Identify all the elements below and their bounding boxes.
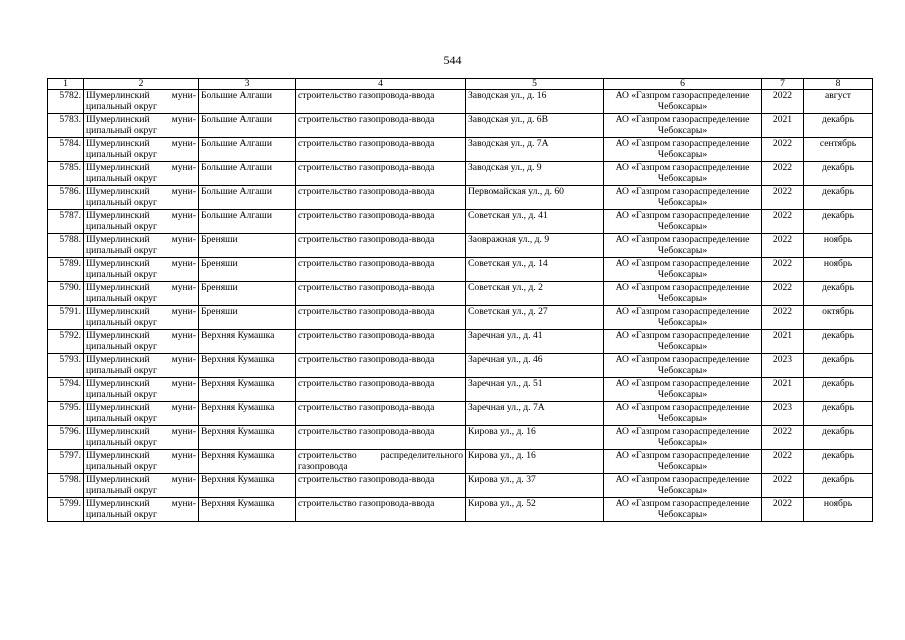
municipality-line-2: ципальный округ	[86, 437, 157, 448]
page-number: 544	[443, 53, 462, 67]
year-cell: 2022	[762, 234, 804, 258]
municipality-cell	[84, 330, 199, 354]
table-row	[48, 330, 873, 354]
work-type-line-1: строительство газопровода-ввода	[298, 186, 435, 197]
work-type-line-1: строительство газопровода-ввода	[298, 162, 435, 173]
work-type-cell	[296, 306, 466, 330]
municipality-line-2: ципальный округ	[86, 125, 157, 136]
year-cell: 2022	[762, 258, 804, 282]
month-cell: ноябрь	[804, 498, 873, 522]
year-cell: 2022	[762, 90, 804, 114]
address-cell: Советская ул., д. 2	[466, 282, 604, 306]
municipality-cell	[84, 210, 199, 234]
organization-cell	[604, 378, 762, 402]
row-number: 5793.	[48, 354, 84, 378]
month-cell: декабрь	[804, 162, 873, 186]
organization-line-1: АО «Газпром газораспределение	[615, 186, 750, 197]
address-cell: Кирова ул., д. 16	[466, 450, 604, 474]
organization-line-1: АО «Газпром газораспределение	[615, 474, 750, 485]
municipality-line-1: Шумерлинский муни-	[86, 234, 196, 245]
settlement-cell: Верхняя Кумашка	[199, 402, 296, 426]
year-cell: 2022	[762, 186, 804, 210]
row-number: 5789.	[48, 258, 84, 282]
work-type-line-1: строительство газопровода-ввода	[298, 330, 435, 341]
header-cell: 3	[199, 79, 296, 90]
work-type-line-1: строительство газопровода-ввода	[298, 282, 435, 293]
organization-line-1: АО «Газпром газораспределение	[615, 162, 750, 173]
organization-line-1: АО «Газпром газораспределение	[615, 378, 750, 389]
municipality-line-1: Шумерлинский муни-	[86, 498, 196, 509]
row-number: 5787.	[48, 210, 84, 234]
work-type-line-1: строительство газопровода-ввода	[298, 378, 435, 389]
month-cell: декабрь	[804, 282, 873, 306]
municipality-cell	[84, 258, 199, 282]
settlement-cell: Верхняя Кумашка	[199, 474, 296, 498]
month-cell: декабрь	[804, 186, 873, 210]
work-type-cell	[296, 90, 466, 114]
month-cell: ноябрь	[804, 234, 873, 258]
municipality-line-1: Шумерлинский муни-	[86, 138, 196, 149]
settlement-cell: Верхняя Кумашка	[199, 378, 296, 402]
work-type-cell	[296, 258, 466, 282]
work-type-cell	[296, 402, 466, 426]
municipality-line-2: ципальный округ	[86, 101, 157, 112]
address-cell: Кирова ул., д. 37	[466, 474, 604, 498]
organization-line-1: АО «Газпром газораспределение	[615, 354, 750, 365]
month-cell: октябрь	[804, 306, 873, 330]
header-cell: 7	[762, 79, 804, 90]
table-row	[48, 210, 873, 234]
work-type-line-1: строительство распределительного	[298, 450, 463, 461]
row-number: 5783.	[48, 114, 84, 138]
address-cell: Заречная ул., д. 41	[466, 330, 604, 354]
organization-line-2: Чебоксары»	[657, 413, 708, 424]
organization-line-1: АО «Газпром газораспределение	[615, 210, 750, 221]
organization-cell	[604, 498, 762, 522]
address-cell: Заводская ул., д. 7А	[466, 138, 604, 162]
municipality-line-1: Шумерлинский муни-	[86, 474, 196, 485]
work-type-line-1: строительство газопровода-ввода	[298, 258, 435, 269]
municipality-line-2: ципальный округ	[86, 317, 157, 328]
municipality-line-1: Шумерлинский муни-	[86, 90, 196, 101]
table-body	[48, 90, 873, 522]
municipality-line-2: ципальный округ	[86, 461, 157, 472]
year-cell: 2023	[762, 402, 804, 426]
header-cell: 4	[296, 79, 466, 90]
row-number: 5786.	[48, 186, 84, 210]
table-row	[48, 378, 873, 402]
municipality-line-2: ципальный округ	[86, 365, 157, 376]
municipality-cell	[84, 498, 199, 522]
table-row	[48, 474, 873, 498]
municipality-cell	[84, 162, 199, 186]
organization-line-1: АО «Газпром газораспределение	[615, 330, 750, 341]
municipality-line-2: ципальный округ	[86, 293, 157, 304]
municipality-cell	[84, 234, 199, 258]
organization-line-1: АО «Газпром газораспределение	[615, 306, 750, 317]
row-number: 5788.	[48, 234, 84, 258]
organization-cell	[604, 90, 762, 114]
month-cell: декабрь	[804, 474, 873, 498]
year-cell: 2021	[762, 114, 804, 138]
organization-line-2: Чебоксары»	[657, 389, 708, 400]
year-cell: 2022	[762, 138, 804, 162]
organization-line-2: Чебоксары»	[657, 101, 708, 112]
work-type-cell	[296, 474, 466, 498]
work-type-cell	[296, 498, 466, 522]
municipality-line-2: ципальный округ	[86, 149, 157, 160]
header-cell: 6	[604, 79, 762, 90]
organization-line-2: Чебоксары»	[657, 173, 708, 184]
municipality-line-1: Шумерлинский муни-	[86, 402, 196, 413]
year-cell: 2022	[762, 210, 804, 234]
municipality-line-1: Шумерлинский муни-	[86, 450, 196, 461]
organization-line-2: Чебоксары»	[657, 485, 708, 496]
address-cell: Советская ул., д. 41	[466, 210, 604, 234]
municipality-line-1: Шумерлинский муни-	[86, 306, 196, 317]
work-type-line-1: строительство газопровода-ввода	[298, 306, 435, 317]
organization-cell	[604, 474, 762, 498]
row-number: 5791.	[48, 306, 84, 330]
municipality-cell	[84, 426, 199, 450]
work-type-cell	[296, 378, 466, 402]
table-row	[48, 138, 873, 162]
work-type-cell	[296, 426, 466, 450]
organization-cell	[604, 114, 762, 138]
work-type-line-1: строительство газопровода-ввода	[298, 498, 435, 509]
organization-cell	[604, 450, 762, 474]
settlement-cell: Бреняши	[199, 306, 296, 330]
organization-line-2: Чебоксары»	[657, 149, 708, 160]
row-number: 5782.	[48, 90, 84, 114]
row-number: 5784.	[48, 138, 84, 162]
work-type-line-1: строительство газопровода-ввода	[298, 426, 435, 437]
organization-line-1: АО «Газпром газораспределение	[615, 498, 750, 509]
year-cell: 2023	[762, 354, 804, 378]
year-cell: 2021	[762, 330, 804, 354]
organization-line-1: АО «Газпром газораспределение	[615, 426, 750, 437]
address-cell: Заводская ул., д. 6В	[466, 114, 604, 138]
year-cell: 2022	[762, 282, 804, 306]
settlement-cell: Верхняя Кумашка	[199, 426, 296, 450]
municipality-cell	[84, 306, 199, 330]
municipality-line-1: Шумерлинский муни-	[86, 354, 196, 365]
municipality-line-1: Шумерлинский муни-	[86, 330, 196, 341]
work-type-cell	[296, 186, 466, 210]
organization-line-2: Чебоксары»	[657, 509, 708, 520]
work-type-cell	[296, 234, 466, 258]
municipality-line-2: ципальный округ	[86, 269, 157, 280]
municipality-line-1: Шумерлинский муни-	[86, 426, 196, 437]
address-cell: Заовражная ул., д. 9	[466, 234, 604, 258]
settlement-cell: Большие Алгаши	[199, 210, 296, 234]
organization-line-2: Чебоксары»	[657, 437, 708, 448]
municipality-line-2: ципальный округ	[86, 221, 157, 232]
year-cell: 2022	[762, 306, 804, 330]
table-row	[48, 426, 873, 450]
row-number: 5785.	[48, 162, 84, 186]
address-cell: Заречная ул., д. 51	[466, 378, 604, 402]
municipality-cell	[84, 474, 199, 498]
municipality-line-1: Шумерлинский муни-	[86, 282, 196, 293]
settlement-cell: Большие Алгаши	[199, 162, 296, 186]
address-cell: Первомайская ул., д. 60	[466, 186, 604, 210]
municipality-line-2: ципальный округ	[86, 197, 157, 208]
organization-cell	[604, 306, 762, 330]
municipality-line-2: ципальный округ	[86, 413, 157, 424]
settlement-cell: Верхняя Кумашка	[199, 330, 296, 354]
address-cell: Заречная ул., д. 46	[466, 354, 604, 378]
data-table	[47, 78, 873, 522]
organization-line-1: АО «Газпром газораспределение	[615, 138, 750, 149]
row-number: 5797.	[48, 450, 84, 474]
work-type-cell	[296, 450, 466, 474]
municipality-line-2: ципальный округ	[86, 485, 157, 496]
municipality-line-1: Шумерлинский муни-	[86, 378, 196, 389]
month-cell: сентябрь	[804, 138, 873, 162]
work-type-line-2: газопровода	[298, 461, 348, 472]
header-cell: 2	[84, 79, 199, 90]
municipality-cell	[84, 354, 199, 378]
municipality-cell	[84, 402, 199, 426]
municipality-line-1: Шумерлинский муни-	[86, 258, 196, 269]
organization-cell	[604, 234, 762, 258]
organization-cell	[604, 210, 762, 234]
organization-line-1: АО «Газпром газораспределение	[615, 402, 750, 413]
organization-line-2: Чебоксары»	[657, 221, 708, 232]
settlement-cell: Бреняши	[199, 234, 296, 258]
organization-line-2: Чебоксары»	[657, 197, 708, 208]
row-number: 5790.	[48, 282, 84, 306]
organization-cell	[604, 186, 762, 210]
organization-cell	[604, 162, 762, 186]
settlement-cell: Большие Алгаши	[199, 138, 296, 162]
organization-line-1: АО «Газпром газораспределение	[615, 90, 750, 101]
work-type-cell	[296, 162, 466, 186]
organization-line-1: АО «Газпром газораспределение	[615, 114, 750, 125]
organization-cell	[604, 402, 762, 426]
year-cell: 2022	[762, 162, 804, 186]
row-number: 5798.	[48, 474, 84, 498]
settlement-cell: Бреняши	[199, 258, 296, 282]
header-cell: 5	[466, 79, 604, 90]
organization-cell	[604, 258, 762, 282]
table-row	[48, 162, 873, 186]
municipality-line-1: Шумерлинский муни-	[86, 114, 196, 125]
address-cell: Заводская ул., д. 9	[466, 162, 604, 186]
organization-line-1: АО «Газпром газораспределение	[615, 258, 750, 269]
organization-line-2: Чебоксары»	[657, 125, 708, 136]
address-cell: Кирова ул., д. 52	[466, 498, 604, 522]
organization-line-1: АО «Газпром газораспределение	[615, 282, 750, 293]
municipality-line-1: Шумерлинский муни-	[86, 186, 196, 197]
work-type-cell	[296, 114, 466, 138]
table-row	[48, 114, 873, 138]
settlement-cell: Верхняя Кумашка	[199, 498, 296, 522]
month-cell: август	[804, 90, 873, 114]
work-type-cell	[296, 210, 466, 234]
month-cell: декабрь	[804, 426, 873, 450]
municipality-line-2: ципальный округ	[86, 173, 157, 184]
work-type-cell	[296, 354, 466, 378]
header-cell: 1	[48, 79, 84, 90]
municipality-cell	[84, 138, 199, 162]
table-row	[48, 354, 873, 378]
month-cell: декабрь	[804, 330, 873, 354]
address-cell: Советская ул., д. 14	[466, 258, 604, 282]
work-type-line-1: строительство газопровода-ввода	[298, 114, 435, 125]
address-cell: Кирова ул., д. 16	[466, 426, 604, 450]
month-cell: декабрь	[804, 378, 873, 402]
organization-line-2: Чебоксары»	[657, 269, 708, 280]
settlement-cell: Верхняя Кумашка	[199, 354, 296, 378]
organization-line-1: АО «Газпром газораспределение	[615, 234, 750, 245]
table-row	[48, 90, 873, 114]
work-type-cell	[296, 282, 466, 306]
month-cell: декабрь	[804, 354, 873, 378]
organization-line-2: Чебоксары»	[657, 317, 708, 328]
organization-line-2: Чебоксары»	[657, 245, 708, 256]
settlement-cell: Большие Алгаши	[199, 186, 296, 210]
municipality-line-1: Шумерлинский муни-	[86, 210, 196, 221]
work-type-line-1: строительство газопровода-ввода	[298, 402, 435, 413]
municipality-cell	[84, 114, 199, 138]
municipality-line-2: ципальный округ	[86, 389, 157, 400]
municipality-line-2: ципальный округ	[86, 341, 157, 352]
row-number: 5795.	[48, 402, 84, 426]
settlement-cell: Большие Алгаши	[199, 114, 296, 138]
work-type-line-1: строительство газопровода-ввода	[298, 354, 435, 365]
table-row	[48, 282, 873, 306]
organization-cell	[604, 138, 762, 162]
month-cell: декабрь	[804, 450, 873, 474]
table-row	[48, 258, 873, 282]
municipality-cell	[84, 378, 199, 402]
year-cell: 2022	[762, 426, 804, 450]
organization-cell	[604, 354, 762, 378]
address-cell: Заводская ул., д. 16	[466, 90, 604, 114]
work-type-cell	[296, 330, 466, 354]
municipality-line-2: ципальный округ	[86, 245, 157, 256]
municipality-line-1: Шумерлинский муни-	[86, 162, 196, 173]
row-number: 5796.	[48, 426, 84, 450]
table-row	[48, 186, 873, 210]
table-row	[48, 402, 873, 426]
row-number: 5794.	[48, 378, 84, 402]
address-cell: Заречная ул., д. 7А	[466, 402, 604, 426]
organization-line-2: Чебоксары»	[657, 293, 708, 304]
municipality-cell	[84, 90, 199, 114]
municipality-cell	[84, 450, 199, 474]
month-cell: декабрь	[804, 210, 873, 234]
organization-line-1: АО «Газпром газораспределение	[615, 450, 750, 461]
work-type-line-1: строительство газопровода-ввода	[298, 90, 435, 101]
header-row	[48, 79, 873, 90]
month-cell: декабрь	[804, 402, 873, 426]
year-cell: 2022	[762, 474, 804, 498]
year-cell: 2022	[762, 498, 804, 522]
address-cell: Советская ул., д. 27	[466, 306, 604, 330]
table-row	[48, 234, 873, 258]
municipality-cell	[84, 282, 199, 306]
table-row	[48, 498, 873, 522]
month-cell: декабрь	[804, 114, 873, 138]
year-cell: 2021	[762, 378, 804, 402]
organization-cell	[604, 282, 762, 306]
work-type-line-1: строительство газопровода-ввода	[298, 138, 435, 149]
header-cell: 8	[804, 79, 873, 90]
organization-line-2: Чебоксары»	[657, 365, 708, 376]
settlement-cell: Большие Алгаши	[199, 90, 296, 114]
work-type-cell	[296, 138, 466, 162]
year-cell: 2022	[762, 450, 804, 474]
organization-cell	[604, 426, 762, 450]
work-type-line-1: строительство газопровода-ввода	[298, 210, 435, 221]
organization-line-2: Чебоксары»	[657, 341, 708, 352]
work-type-line-1: строительство газопровода-ввода	[298, 474, 435, 485]
row-number: 5792.	[48, 330, 84, 354]
month-cell: ноябрь	[804, 258, 873, 282]
municipality-cell	[84, 186, 199, 210]
table-row	[48, 306, 873, 330]
table-row	[48, 450, 873, 474]
organization-line-2: Чебоксары»	[657, 461, 708, 472]
row-number: 5799.	[48, 498, 84, 522]
work-type-line-1: строительство газопровода-ввода	[298, 234, 435, 245]
settlement-cell: Бреняши	[199, 282, 296, 306]
settlement-cell: Верхняя Кумашка	[199, 450, 296, 474]
municipality-line-2: ципальный округ	[86, 509, 157, 520]
organization-cell	[604, 330, 762, 354]
